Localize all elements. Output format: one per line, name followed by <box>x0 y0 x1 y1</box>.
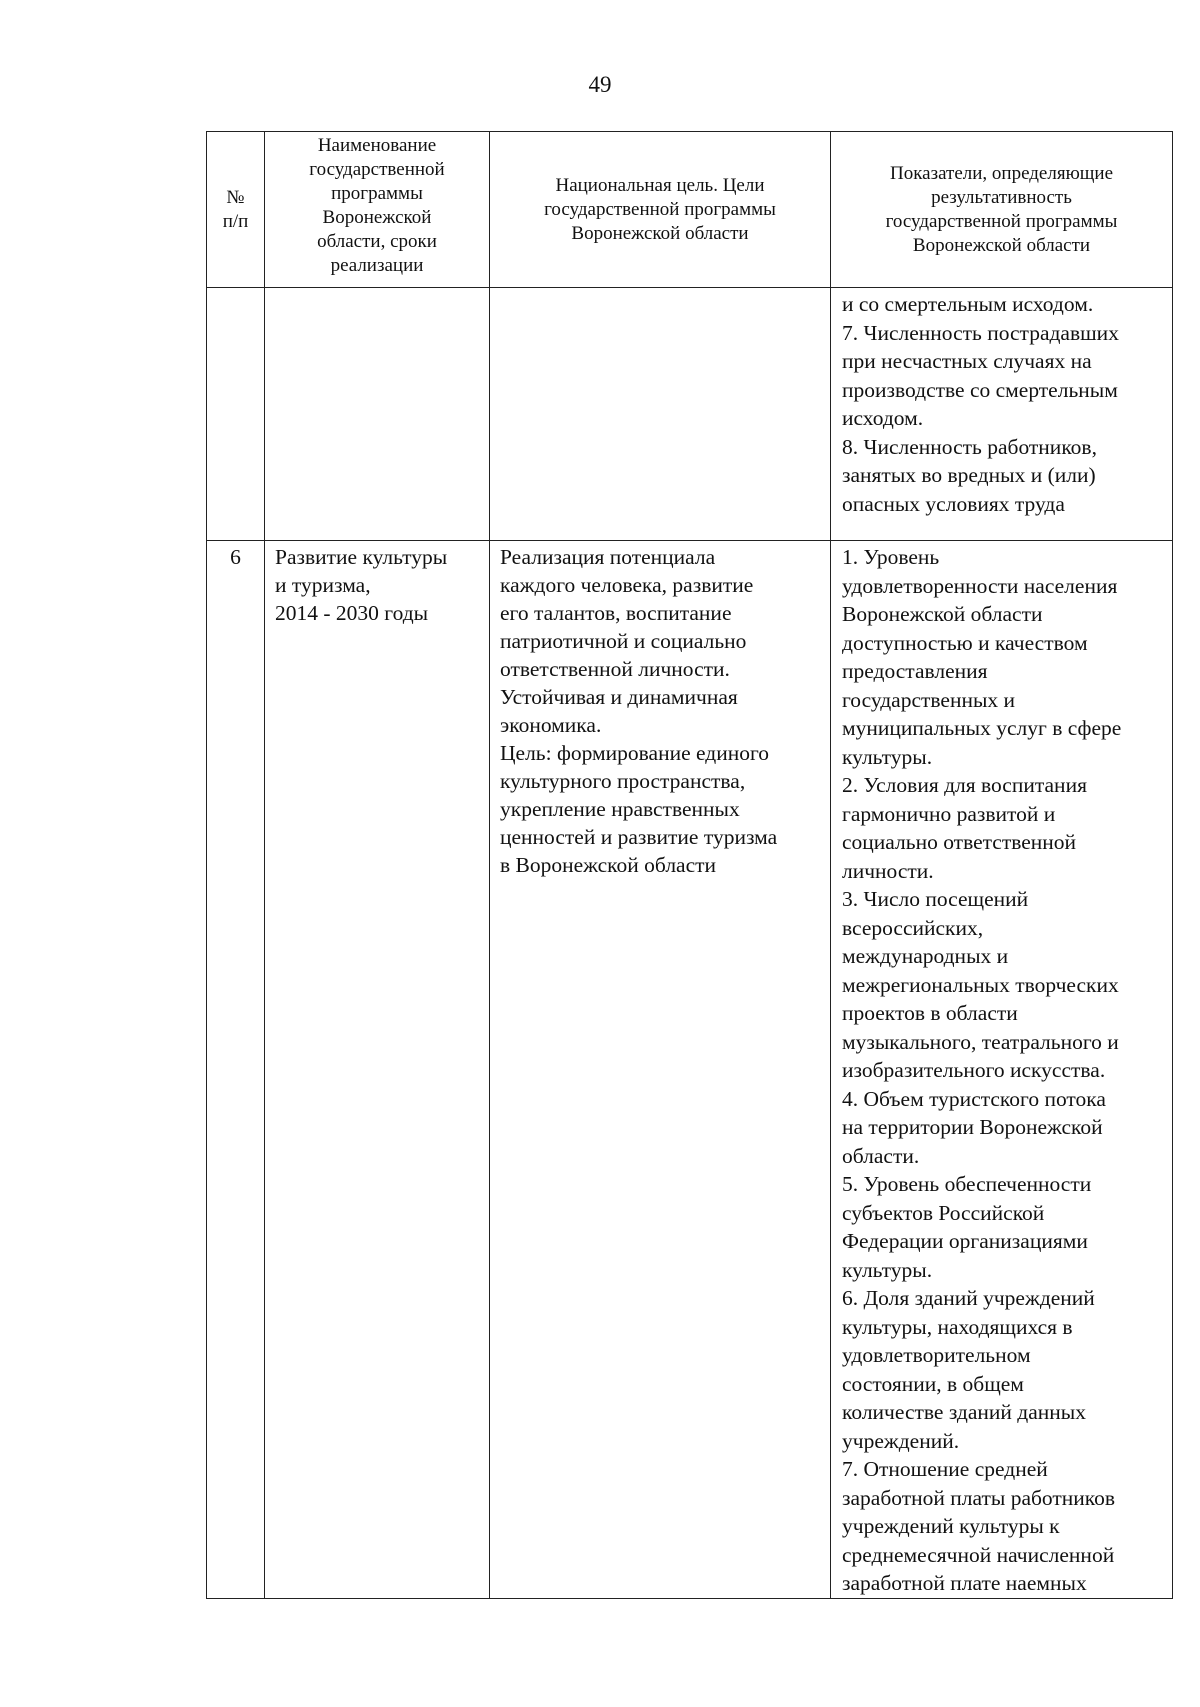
text-line: субъектов Российской <box>842 1200 1045 1225</box>
page-number: 49 <box>588 72 612 97</box>
text-line: Реализация потенциала <box>500 545 716 569</box>
header-national-goal <box>490 132 831 288</box>
header-indicators <box>831 132 1173 288</box>
text-line: муниципальных услуг в сфере <box>842 716 1122 740</box>
text-block <box>265 541 489 627</box>
cell-goals-empty <box>490 288 831 541</box>
text-block <box>831 162 1172 258</box>
text-line: на территории Воронежской <box>842 1115 1103 1139</box>
text-line: Федерации организациями <box>842 1229 1088 1253</box>
text-line: ответственной личности. <box>500 657 730 681</box>
text-line: межрегиональных творческих <box>842 972 1119 997</box>
text-line: результативность <box>931 186 1072 208</box>
text-line: количестве зданий данных <box>842 1400 1086 1424</box>
text-line: культуры. <box>842 1257 933 1282</box>
text-line: исходом. <box>842 406 924 430</box>
text-line: 7. Отношение средней <box>842 1457 1048 1481</box>
text-line: 4. Объем туристского потока <box>842 1086 1106 1111</box>
text-line: гармонично развитой и <box>842 801 1056 826</box>
text-line: учреждений. <box>842 1428 960 1453</box>
header-program-name <box>265 132 490 288</box>
text-line: Устойчивая и динамичная <box>500 685 738 709</box>
text-block <box>831 541 1172 1598</box>
text-line: музыкального, театрального и <box>842 1029 1119 1054</box>
programs-table <box>206 131 1173 1599</box>
text-line: Показатели, определяющие <box>889 162 1114 184</box>
text-line: проектов в области <box>842 1001 1018 1025</box>
text-line: учреждений культуры к <box>842 1514 1060 1538</box>
text-line: патриотичной и социально <box>500 629 747 653</box>
text-line: культуры. <box>842 744 933 769</box>
text-line: области, сроки <box>317 231 437 252</box>
text-line: заработной платы работников <box>842 1485 1116 1510</box>
text-line: личности. <box>842 858 934 883</box>
text-line: государственной программы <box>885 210 1118 232</box>
cell-indicators-continued <box>831 288 1173 541</box>
text-line: области. <box>842 1143 920 1168</box>
text-line: 2. Условия для воспитания <box>842 773 1087 797</box>
text-line: экономика. <box>500 713 602 737</box>
text-line: программы <box>331 183 423 204</box>
text-line: в Воронежской области <box>500 853 717 877</box>
text-line: государственных и <box>842 687 1016 712</box>
text-line: Национальная цель. Цели <box>555 174 765 196</box>
text-block <box>207 186 264 234</box>
cell-number-empty <box>207 288 265 541</box>
row-number: 6 <box>230 545 241 569</box>
text-line: 6. Доля зданий учреждений <box>842 1286 1095 1310</box>
text-block <box>831 288 1172 518</box>
cell-indicators <box>831 541 1173 1599</box>
text-line: среднемесячной начисленной <box>842 1542 1115 1567</box>
cell-program-empty <box>265 288 490 541</box>
text-block <box>490 541 830 879</box>
text-line: всероссийских, <box>842 915 984 940</box>
text-line: и со смертельным исходом. <box>842 292 1094 316</box>
text-line: Воронежской области <box>912 234 1091 256</box>
table-header-row <box>207 132 1173 288</box>
cell-goals <box>490 541 831 1599</box>
text-line: 5. Уровень обеспеченности <box>842 1172 1092 1196</box>
text-line: Воронежской области <box>571 222 749 244</box>
text-line: ценностей и развитие туризма <box>500 825 778 849</box>
text-line: государственной программы <box>544 198 776 220</box>
text-line: доступностью и качеством <box>842 630 1088 655</box>
text-line: состоянии, в общем <box>842 1371 1024 1396</box>
text-line: Воронежской <box>322 207 432 228</box>
text-line: его талантов, воспитание <box>500 601 732 625</box>
text-line: удовлетворительном <box>842 1343 1031 1367</box>
table-row-6 <box>207 541 1173 1599</box>
text-line: 1. Уровень <box>842 545 940 569</box>
text-line: п/п <box>222 210 249 232</box>
text-line: заработной плате наемных <box>842 1571 1087 1595</box>
text-line: № <box>226 186 245 208</box>
text-line: Наименование <box>317 135 437 156</box>
text-line: 2014 - 2030 годы <box>275 601 429 625</box>
text-line: производстве со смертельным <box>842 377 1118 402</box>
text-line: опасных условиях труда <box>842 491 1065 516</box>
text-line: государственной <box>309 159 445 180</box>
cell-program-name <box>265 541 490 1599</box>
text-line: и туризма, <box>275 573 371 597</box>
text-line: 7. Численность пострадавших <box>842 320 1119 345</box>
text-line: 8. Численность работников, <box>842 434 1097 459</box>
text-line: Развитие культуры <box>275 545 448 569</box>
text-line: 3. Число посещений <box>842 887 1029 911</box>
text-line: культуры, находящихся в <box>842 1314 1073 1339</box>
text-line: изобразительного искусства. <box>842 1058 1106 1082</box>
text-line: укрепление нравственных <box>500 797 740 821</box>
text-block <box>265 132 489 278</box>
text-line: удовлетворенности населения <box>842 573 1118 598</box>
header-number <box>207 132 265 288</box>
text-line: международных и <box>842 944 1009 968</box>
text-line: реализации <box>330 255 424 276</box>
text-line: социально ответственной <box>842 830 1077 854</box>
table-row-continuation <box>207 288 1173 541</box>
text-line: Воронежской области <box>842 602 1043 626</box>
text-line: предоставления <box>842 659 988 683</box>
text-line: Цель: формирование единого <box>500 741 770 765</box>
text-line: каждого человека, развитие <box>500 573 754 597</box>
text-line: занятых во вредных и (или) <box>842 463 1096 487</box>
text-line: при несчастных случаях на <box>842 349 1092 373</box>
text-block <box>490 174 830 246</box>
cell-number <box>207 541 265 1599</box>
text-line: культурного пространства, <box>500 769 746 793</box>
